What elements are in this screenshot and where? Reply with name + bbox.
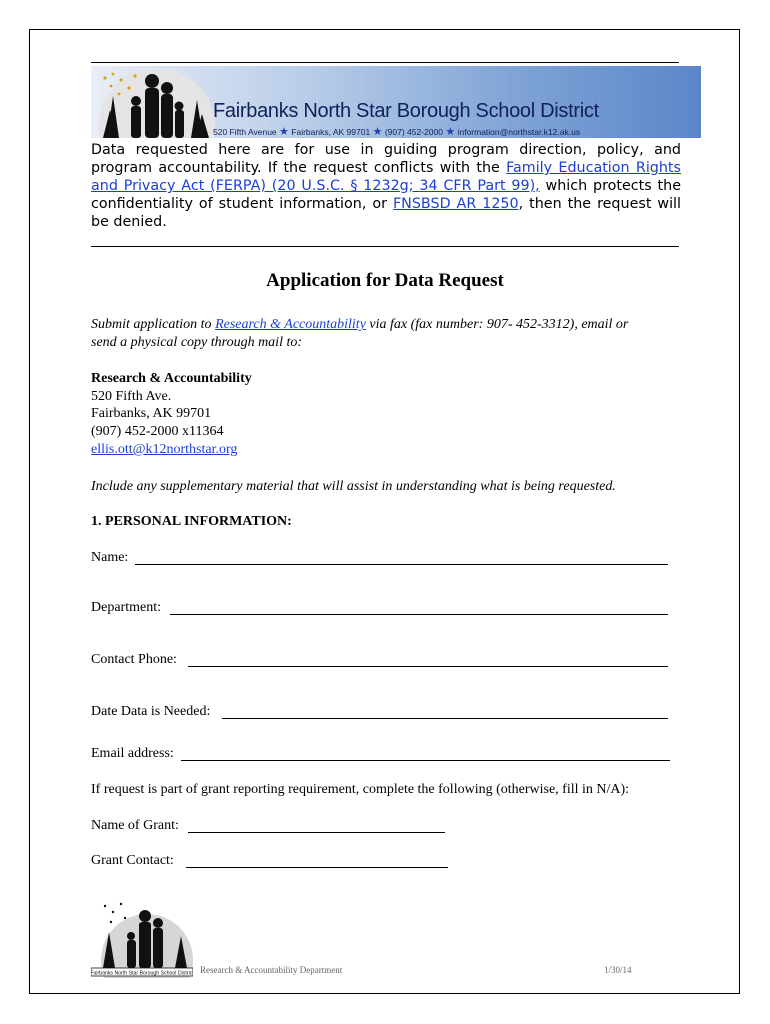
intro-rule [91,246,679,247]
date-needed-label: Date Data is Needed: [91,704,211,719]
email-address-label: Email address: [91,746,174,761]
grant-contact-label: Grant Contact: [91,853,174,868]
name-label: Name: [91,550,129,565]
intro-text: , then the request will be denied. [91,196,682,230]
section-heading: 1. PERSONAL INFORMATION: [91,514,292,529]
phone: (907) 452-2000 [384,127,443,137]
contact-email-link[interactable]: ellis.ott@k12northstar.org [91,442,238,457]
footer-logo [91,896,193,978]
email: information@northstar.k12.ak.us [457,127,581,137]
contact-street: 520 Fifth Ave. [91,389,172,404]
contact-phone-field[interactable] [188,666,668,667]
district-logo-icon [91,66,216,138]
department-label: Department: [91,600,161,615]
logo-text: Fairbanks North Star Borough School District [91,970,193,977]
page-title: Application for Data Request [266,270,504,291]
contact-phone: (907) 452-2000 x11364 [91,424,224,439]
name-field[interactable] [135,564,668,565]
grant-name-field[interactable] [188,832,445,833]
district-banner [91,66,701,138]
address: 520 Fifth Avenue [213,127,277,137]
grant-contact-field[interactable] [186,867,448,868]
department-field[interactable] [170,614,668,615]
date-needed-field[interactable] [222,718,668,719]
submit-instructions [91,316,628,334]
submit-text: Submit application to [91,317,216,332]
intro-paragraph [91,141,681,231]
ferpa-link[interactable]: Family Education Rights and Privacy Act (FERPA) (20 U.S.C. § 1232g; 34 CFR Part 99), [91,160,681,194]
submit-instructions-line2: send a physical copy through mail to: [91,335,303,350]
intro-text: which protects the confidentiality of student information, or [91,178,682,212]
contact-org: Research & Accountability [91,371,252,386]
star-icon: ★ [279,126,289,138]
supplementary-note: Include any supplementary material that will assist in understanding what is being requested. [91,479,616,494]
district-address-line [213,125,580,138]
star-icon: ★ [445,126,456,138]
contact-city: Fairbanks, AK 99701 [91,406,212,421]
email-address-field[interactable] [181,760,670,761]
contact-phone-label: Contact Phone: [91,652,177,667]
research-accountability-link[interactable]: Research & Accountability [215,317,366,332]
fnsbsd-ar-link[interactable]: FNSBSD AR 1250 [392,196,519,212]
contact-email-row [91,441,237,459]
submit-text: via fax (fax number: 907- 452-3312), email or [365,317,629,332]
grant-name-label: Name of Grant: [91,818,179,833]
footer-department: Research & Accountability Department [200,965,343,975]
city: Fairbanks, AK 99701 [291,127,371,137]
star-icon: ★ [372,126,383,138]
district-logo-icon [91,896,193,978]
district-name: Fairbanks North Star Borough School District [213,100,599,122]
grant-instruction: If request is part of grant reporting requirement, complete the following (otherwise, fill in N/A): [91,782,630,797]
intro-text: Data requested here are for use in guiding program direction, policy, and program accountability. If the request conflicts with the [91,142,681,176]
top-rule [91,62,679,63]
footer-date: 1/30/14 [604,965,632,975]
